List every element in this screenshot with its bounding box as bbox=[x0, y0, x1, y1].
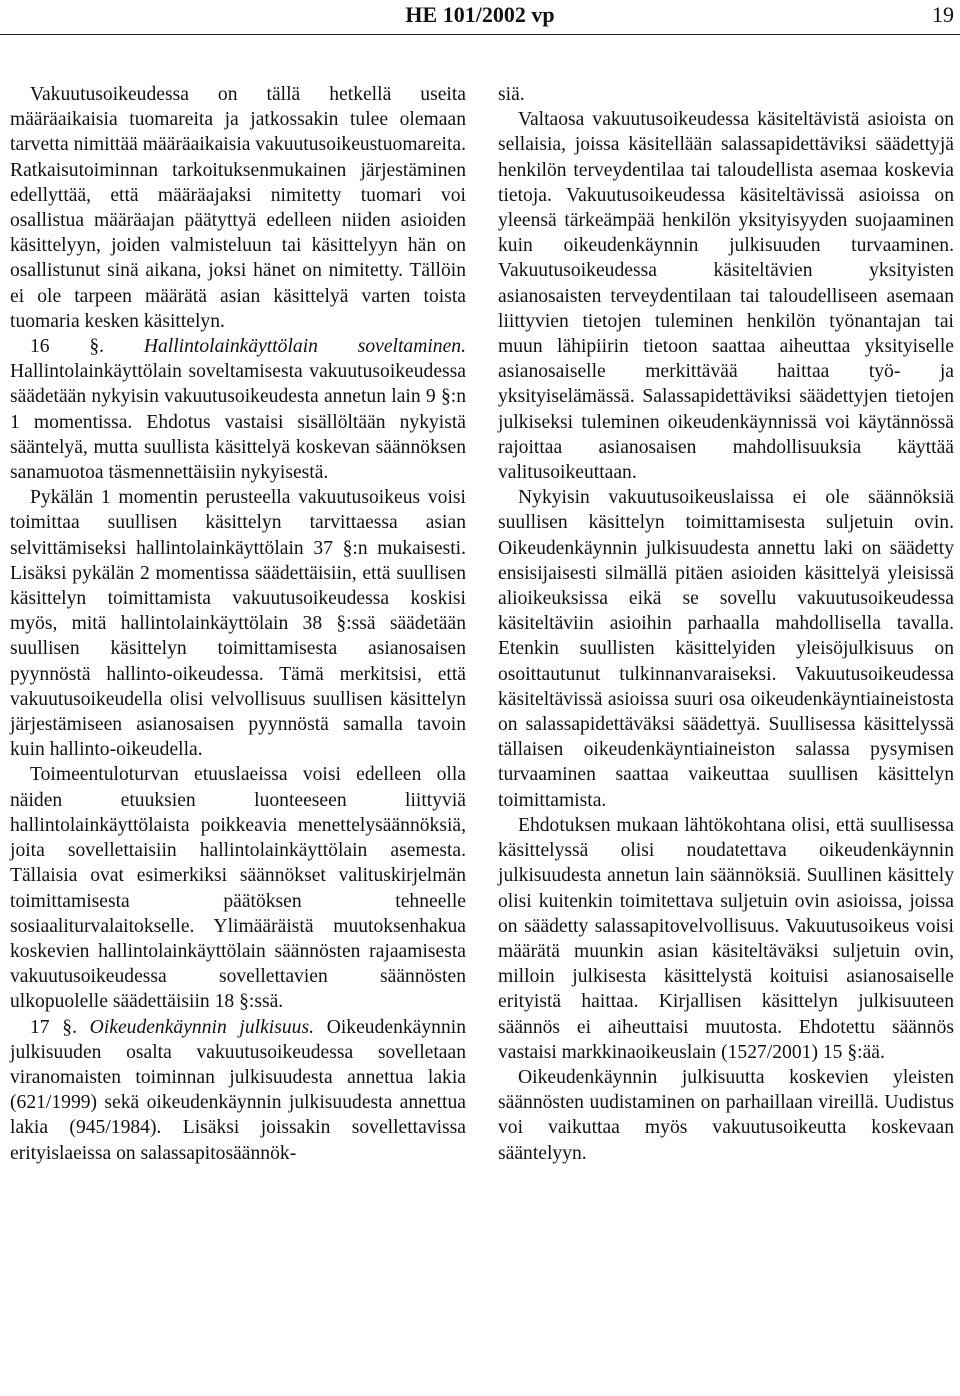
right-column bbox=[498, 82, 954, 1166]
paragraph: Oikeudenkäynnin julkisuutta koskevien yleisten säännösten uudistaminen on parhaillaan vireillä. Uudistus voi vaikuttaa myös vakuutusoikeutta koskevaan sääntelyyn. bbox=[498, 1066, 954, 1164]
paragraph: Ehdotuksen mukaan lähtökohtana olisi, että suullisessa käsittelyssä olisi noudatettava oikeudenkäynnin julkisuudesta annetun lain säännöksiä. Suullinen käsittely olisi kuitenkin toimitettava suljetuin ovin asioissa, joissa on säädetty salassapitovelvollisuus. Vakuutusoikeus voisi määrätä muunkin asian käsiteltäväksi suljetuin ovin, milloin julkisesta käsittelystä koituisi asianosaiselle erityistä haittaa. Kirjallisen käsittelyn julkisuuteen säännös ei aiheuttaisi muutosta. Ehdotettu säännös vastaisi markkinaoikeuslain (1527/2001) 15 §:ää. bbox=[498, 814, 954, 1063]
paragraph: Vakuutusoikeudessa on tällä hetkellä useita määräaikaisia tuomareita ja jatkossakin tulee olemaan tarvetta nimittää määräaikaisia vakuutusoikeustuomareita. Ratkaisutoiminnan tarkoituksenmukainen järjestäminen edellyttää, että määräajaksi nimitetty tuomari voi osallistua määräajan päätyttyä edelleen niiden asioiden käsittelyyn, joiden valmisteluun tai käsittelyyn hän on osallistunut sinä aikana, joksi hänet on nimitetty. Tällöin ei ole tarpeen määrätä asian käsittelyä varten toista tuomaria kesken käsittelyn. bbox=[10, 84, 466, 332]
left-column bbox=[10, 82, 466, 1166]
paragraph: Pykälän 1 momentin perusteella vakuutusoikeus voisi toimittaa suullisen käsittelyn tarvittaessa asian selvittämiseksi hallintolainkäyttölain 37 §:n mukaisesti. Lisäksi pykälän 2 momentissa säädettäisiin, että suullisen käsittelyn toimittamista vakuutusoikeudessa koskisi myös, mitä hallintolainkäyttölain 38 §:ssä säädetään suullisen käsittelyn toimittamisesta asianosaisen pyynnöstä hallinto-oikeudessa. Tämä merkitsisi, että vakuutusoikeudella olisi velvollisuus suullisen käsittelyn järjestämiseen asianosaisen pyynnöstä samalla tavoin kuin hallinto-oikeudella. bbox=[10, 487, 466, 761]
section-heading: Oikeudenkäynnin julkisuus. bbox=[89, 1016, 314, 1038]
section-17-paragraph bbox=[10, 1015, 466, 1166]
paragraph: Toimeentuloturvan etuuslaeissa voisi edelleen olla näiden etuuksien luonteeseen liittyviä hallintolainkäyttölaista poikkeavia menettelysäännöksiä, joita sovellettaisiin hallintolainkäyttölain asemesta. Tällaisia ovat esimerkiksi säännökset valituskirjelmän toimittamisesta päätöksen tehneelle sosiaaliturvalaitokselle. Ylimääräistä muutoksenhakua koskevien hallintolainkäyttölain säännösten rajaamisesta vakuutusoikeudessa sovellettavien säännösten ulkopuolelle säädettäisiin 18 §:ssä. bbox=[10, 764, 466, 1013]
page-header bbox=[0, 0, 960, 35]
section-body: Hallintolainkäyttölain soveltamisesta vakuutusoikeudessa säädetään nykyisin vakuutusoikeudesta annetun lain 9 §:n 1 momentissa. Ehdotus vastaisi sisällöltään nykyistä sääntelyä, mutta suullista käsittelyä koskevan säännöksen sanamuotoa täsmennettäisiin nykyisestä. bbox=[10, 361, 466, 484]
section-body: Oikeudenkäynnin julkisuuden osalta vakuutusoikeudessa sovelletaan viranomaisten toiminnan julkisuudesta annettua lakia (621/1999) sekä oikeudenkäynnin julkisuudesta annettua lakia (945/1984). Lisäksi joissakin sovellettavissa erityislaeissa on salassapitosäännök- bbox=[10, 1016, 466, 1164]
section-heading: Hallintolainkäyttölain soveltaminen. bbox=[143, 336, 467, 358]
document-id: HE 101/2002 vp bbox=[405, 2, 555, 27]
paragraph: Nykyisin vakuutusoikeuslaissa ei ole säännöksiä suullisen käsittelyn toimittamisesta suljetuin ovin. Oikeudenkäynnin julkisuudesta annettu laki on säädetty ensisijaisesti silmällä pitäen asioiden käsittelyä yleisissä alioikeuksissa eikä se sovellu vakuutusoikeudessa käsiteltäviin asioihin parhaalla mahdollisella tavalla. Etenkin suullisten käsittelyiden yleisöjulkisuus on osoittautunut tulkinnanvaraiseksi. Vakuutusoikeudessa käsiteltävissä asioissa suuri osa oikeudenkäyntiaineistosta on salassapidettäväksi säädettyä. Suullisessa käsittelyssä tällaisen oikeudenkäyntiaineiston salassa pysymisen turvaaminen saattaa vaikeuttaa suullisen käsittelyn toimittamista. bbox=[498, 487, 954, 811]
paragraph: Valtaosa vakuutusoikeudessa käsiteltävistä asioista on sellaisia, joissa käsitellään salassapidettäviksi säädettyjä henkilön terveydentilaa tai taloudellista asemaa koskevia tietoja. Vakuutusoikeudessa käsiteltävissä asioissa on yleensä tärkeämpää henkilön yksityisyyden suojaaminen kuin oikeudenkäynnin julkisuuden turvaaminen. Vakuutusoikeudessa käsiteltävien yksityisten asianosaisten terveydentilaan tai taloudelliseen asemaan liittyvien tietojen tuleminen henkilön työnantajan tai muun lähipiirin tietoon saattaa aiheuttaa yksityiselle asianosaiselle merkittävää haittaa työ- ja yksityiselämässä. Salassapidettäviksi säädettyjen tietojen julkiseksi tuleminen oikeudenkäynnissä voi käytännössä rajoittaa asianosaisen mahdollisuuksia käyttää valitusoikeuttaan. bbox=[498, 109, 954, 484]
section-16-paragraph bbox=[10, 334, 466, 485]
section-number: 17 §. bbox=[30, 1016, 77, 1038]
paragraph-continuation: siä. bbox=[498, 84, 525, 105]
section-number: 16 §. bbox=[30, 336, 105, 358]
page-number: 19 bbox=[932, 2, 954, 27]
